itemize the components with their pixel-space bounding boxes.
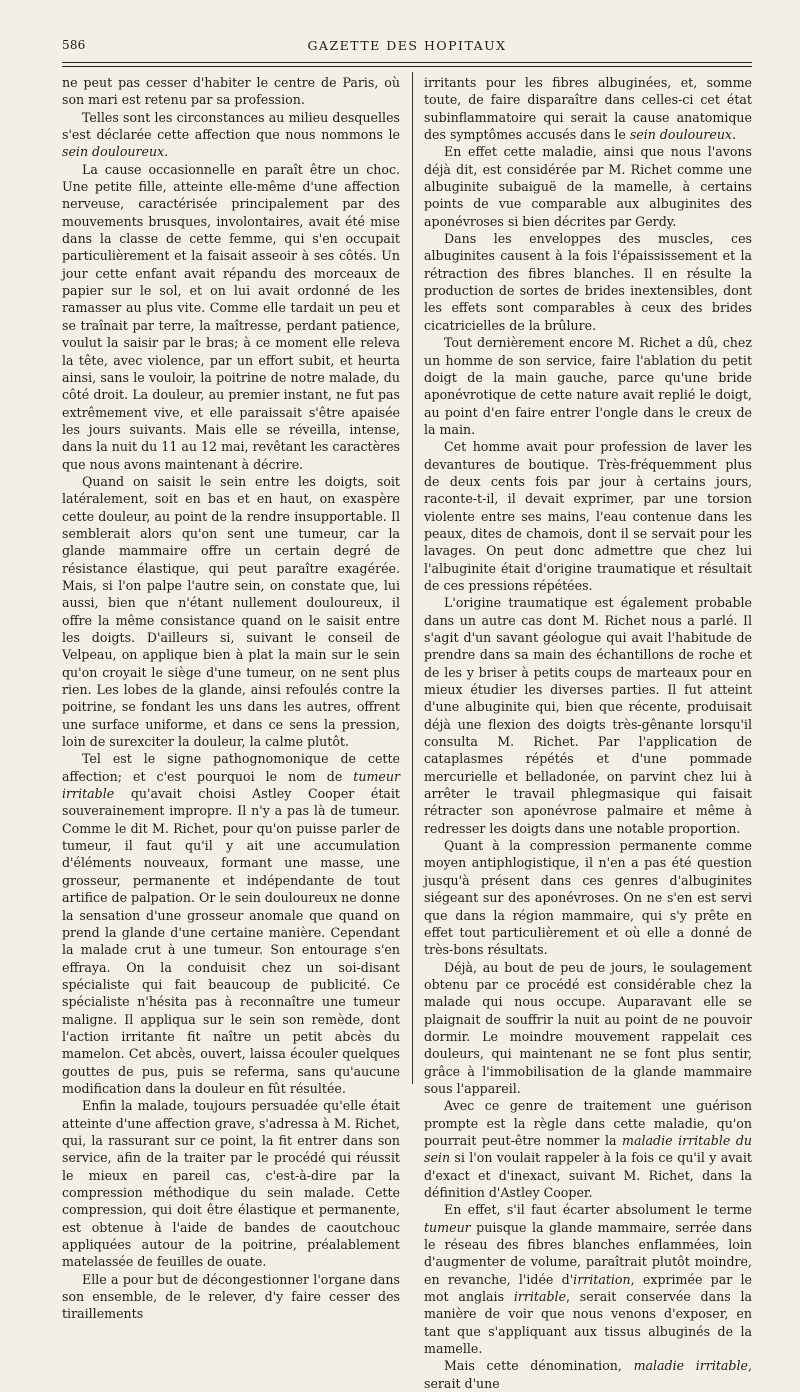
paragraph <box>62 1271 400 1323</box>
paragraph-text: La cause occasionnelle en paraît être un choc. Une petite fille, atteinte elle-même d'une affection nerveuse, caractérisée principalement par des mouvements brusques, involontaires, avait été mise dans la classe de cette femme, qui s'en occupait particulièrement et la faisait asseoir à ses côtés. Un jour cette enfant avait répandu des morceaux de papier sur le sol, et on lui avait ordonné de les ramasser au plus vite. Comme elle tardait un peu et se traînait par terre, la maîtresse, perdant patience, voulut la saisir par le bras; à ce moment elle releva la tête, avec violence, par un effort subit, et heurta ainsi, sans le vouloir, la poitrine de notre malade, du côté droit. La douleur, au premier instant, ne fut pas extrêmement vive, et elle paraissait s'être apaisée les jours suivants. Mais elle se réveilla, intense, dans la nuit du 11 au 12 mai, revêtant les caractères que nous avons maintenant à décrire. <box>62 161 400 472</box>
paragraph <box>424 334 752 438</box>
paragraph <box>424 959 752 1098</box>
paragraph-text: L'origine traumatique est également probable dans un autre cas dont M. Richet nous a parlé. Il s'agit d'un savant géologue qui avait l'habitude de prendre dans sa main des échantillons de roche et de les y briser à petits coups de marteaux pour en mieux étudier les diverses parties. Il fut atteint d'une albuginite qui, bien que récente, produisait déjà une flexion des doigts très-gênante lorsqu'il consulta M. Richet. Par l'application de cataplasmes répétés et d'une pommade mercurielle et belladonée, on parvint chez lui à arrêter le travail phlegmasique qui faisait rétracter son aponévrose palmaire et même à redresser les doigts dans une notable proportion. <box>424 595 752 836</box>
paragraph <box>62 109 400 161</box>
paragraph-text: Elle a pour but de décongestionner l'organe dans son ensemble, de le relever, d'y faire cesser des tiraillements <box>62 1271 400 1322</box>
page-header <box>62 38 752 62</box>
paragraph-text: En effet, s'il faut écarter absolument le terme <box>444 1202 752 1218</box>
italic-text: maladie irritable <box>633 1358 748 1374</box>
paragraph-text: . <box>164 144 169 160</box>
paragraph-text: Quant à la compression permanente comme moyen antiphlogistique, il n'en a pas été question jusqu'à présent dans ces genres d'albuginites siégeant sur des aponévroses. On ne s'en est servi que dans la région mammaire, qui s'y prête en effet tout particulièrement et où elle a donné de très-bons résultats. <box>424 838 752 958</box>
left-column <box>62 74 400 1322</box>
header-rule-top <box>62 62 752 63</box>
column-divider <box>412 72 413 1084</box>
paragraph-text: , exprimée par le mot anglais <box>424 1271 752 1305</box>
paragraph-text: , serait conservée dans la manière de voir que nous venons d'exposer, en tant que s'appliquant aux tissus albuginés de la mamelle. <box>424 1289 752 1357</box>
paragraph <box>62 161 400 473</box>
paragraph <box>424 1201 752 1357</box>
paragraph <box>62 1097 400 1270</box>
paragraph-text: Dans les enveloppes des muscles, ces albuginites causent à la fois l'épaississement et la rétraction des fibres blanches. Il en résulte la production de sortes de brides inextensibles, dont les effets sont comparables à ceux des brides cicatricielles de la brûlure. <box>424 231 752 333</box>
paragraph-text: Quand on saisit le sein entre les doigts, soit latéralement, soit en bas et en haut, on exaspère cette douleur, au point de la rendre insupportable. Il semblerait alors qu'on sent une tumeur, car la glande mammaire offre un certain degré de résistance élastique, qui peut paraître exagérée. Mais, si l'on palpe l'autre sein, on constate que, lui aussi, bien que n'étant nullement douloureux, il offre la même consistance quand on le saisit entre les doigts. D'ailleurs si, suivant le conseil de Velpeau, on applique bien à plat la main sur le sein qu'on croyait le siège d'une tumeur, on ne sent plus rien. Les lobes de la glande, ainsi refoulés contre la poitrine, se fondant les uns dans les autres, offrent une surface uniforme, et dans ce sens la pression, loin de surexciter la douleur, la calme plutôt. <box>62 473 400 750</box>
paragraph <box>424 1357 752 1392</box>
paragraph-text: Tout dernièrement encore M. Richet a dû, chez un homme de son service, faire l'ablation du petit doigt de la main gauche, parce qu'une bride aponévrotique de cette nature avait replié le doigt, au point d'en faire entrer l'ongle dans le creux de la main. <box>424 335 752 437</box>
paragraph-text: Mais cette dénomination, <box>444 1358 634 1374</box>
paragraph-text: , serait d'une <box>424 1358 752 1391</box>
paragraph-text: Tel est le signe pathognomonique de cette affection; et c'est pourquoi le nom de <box>62 751 400 784</box>
paragraph-text: Cet homme avait pour profession de laver les devantures de boutique. Très-fréquemment plus de deux cents fois par jour à certains jours, raconte-t-il, il devait exprimer, par une torsion violente entre ses mains, l'eau contenue dans les peaux, dites de chamois, dont il se servait pour les lavages. On peut donc admettre que chez lui l'albuginite était d'origine traumatique et résultait de ces pressions répétées. <box>424 439 752 593</box>
paragraph <box>424 438 752 594</box>
paragraph <box>424 1097 752 1201</box>
italic-text: maladie irritable du sein <box>424 1132 752 1166</box>
paragraph-text: Déjà, au bout de peu de jours, le soulagement obtenu par ce procédé est considérable chez la malade qui nous occupe. Auparavant elle se plaignait de souffrir la nuit au point de ne pouvoir dormir. Le moindre mouvement rappelait ces douleurs, qui maintenant ne se font plus sentir, grâce à l'immobilisation de la glande mammaire sous l'appareil. <box>424 959 752 1096</box>
paragraph-text: puisque la glande mammaire, serrée dans le réseau des fibres blanches enflammées, loin d'augmenter de volume, paraîtrait plutôt moindre, en revanche, l'idée d' <box>424 1219 752 1287</box>
paragraph <box>424 74 752 143</box>
paragraph-text: ne peut pas cesser d'habiter le centre de Paris, où son mari est retenu par sa profession. <box>62 75 400 108</box>
italic-text: tumeur <box>424 1219 471 1235</box>
journal-title: GAZETTE DES HOPITAUX <box>307 38 507 53</box>
paragraph <box>424 837 752 958</box>
right-column <box>424 74 752 1391</box>
paragraph <box>62 74 400 109</box>
paragraph-text: qu'avait choisi Astley Cooper était souverainement impropre. Il n'y a pas là de tumeur. Comme le dit M. Richet, pour qu'on puisse parler de tumeur, il faut qu'il y ait une accumulation d'éléments nouveaux, formant une masse, une grosseur, permanente et indépendante de tout artifice de palpation. Or le sein douloureux ne donne la sensation d'une grosseur anomale que quand on prend la glande d'une certaine manière. Cependant la malade crut à une tumeur. Son entourage s'en effraya. On la conduisit chez un soi-disant spécialiste qui fait beaucoup de publicité. Ce spécialiste n'hésita pas à reconnaître une tumeur maligne. Il appliqua sur le sein son remède, dont l'action irritante fit naître un petit abcès du mamelon. Cet abcès, ouvert, laissa écouler quelques gouttes de pus, puis se referma, sans qu'aucune modification dans la douleur en fût résultée. <box>62 786 400 1096</box>
paragraph-text: En effet cette maladie, ainsi que nous l'avons déjà dit, est considérée par M. Richet comme une albuginite subaiguë de la mamelle, à certains points de vue comparable aux albuginites des aponévroses si bien décrites par Gerdy. <box>424 144 752 229</box>
header-rule-bottom <box>62 66 752 67</box>
paragraph <box>424 143 752 230</box>
italic-text: irritable <box>513 1289 567 1305</box>
italic-text: irritation <box>573 1271 631 1287</box>
page-number: 586 <box>62 38 86 52</box>
paragraph <box>62 473 400 751</box>
paragraph-text: Telles sont les circonstances au milieu desquelles s'est déclarée cette affection que nous nommons le <box>62 109 400 143</box>
italic-text: tumeur irritable <box>62 768 400 802</box>
paragraph-text: . <box>732 127 737 143</box>
paragraph <box>424 230 752 334</box>
italic-text: sein douloureux <box>62 144 165 160</box>
paragraph-text: Avec ce genre de traitement une guérison prompte est la règle dans cette maladie, qu'on pourrait peut-être nommer la <box>424 1098 752 1148</box>
paragraph <box>424 594 752 837</box>
paragraph <box>62 750 400 1097</box>
paragraph-text: Enfin la malade, toujours persuadée qu'elle était atteinte d'une affection grave, s'adressa à M. Richet, qui, la rassurant sur ce point, la fit entrer dans son service, afin de la traiter par le procédé qui réussit le mieux en pareil cas, c'est-à-dire par la compression méthodique du sein malade. Cette compression, qui doit être élastique et permanente, est obtenue à l'aide de bandes de caoutchouc appliquées autour de la poitrine, préalablement matelassée de feuilles de ouate. <box>62 1098 400 1270</box>
paragraph-text: irritants pour les fibres albuginées, et, somme toute, de faire disparaître dans celles-ci cet état subinflammatoire qui serait la cause anatomique des symptômes accusés dans le <box>424 75 752 143</box>
italic-text: sein douloureux <box>629 127 733 143</box>
paragraph-text: si l'on voulait rappeler à la fois ce qu'il y avait d'exact et d'inexact, suivant M. Richet, dans la définition d'Astley Cooper. <box>424 1150 752 1200</box>
